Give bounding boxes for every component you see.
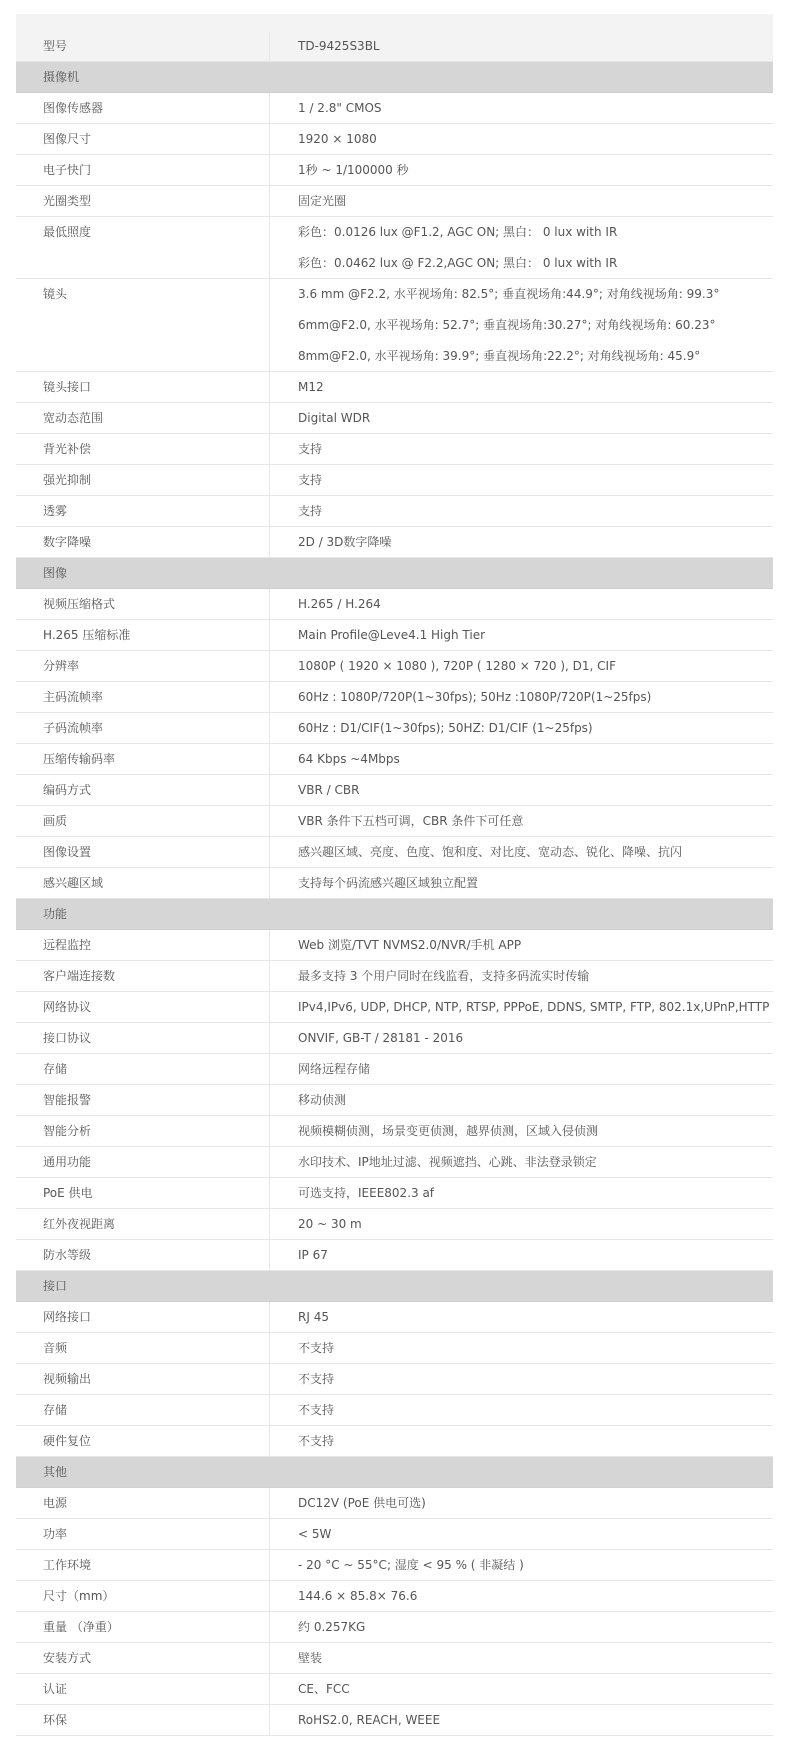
spec-value-cell <box>270 1674 773 1704</box>
section-header <box>16 1271 773 1302</box>
spec-row <box>16 434 773 465</box>
spec-value: 水印技术、IP地址过滤、视频遮挡、心跳、非法登录锁定 <box>298 1155 597 1169</box>
spec-value-cell <box>270 1395 773 1425</box>
spec-row <box>16 1054 773 1085</box>
spec-value-cell <box>270 682 773 712</box>
spec-value-cell <box>270 930 773 960</box>
spec-row <box>16 1364 773 1395</box>
spec-label: 防水等级 <box>16 1240 270 1270</box>
spec-label: 背光补偿 <box>16 434 270 464</box>
spec-label: 网络协议 <box>16 992 270 1022</box>
spec-value: 64 Kbps ~4Mbps <box>298 752 400 766</box>
spec-row <box>16 527 773 558</box>
spec-value-cell <box>270 620 773 650</box>
spec-value-cell <box>270 1364 773 1394</box>
spec-value-cell <box>270 1612 773 1642</box>
spec-value: 不支持 <box>298 1434 335 1448</box>
spec-row <box>16 1488 773 1519</box>
spec-value-cell <box>270 744 773 774</box>
model-value: TD-9425S3BL <box>298 39 380 53</box>
spec-label: 音频 <box>16 1333 270 1363</box>
spec-value: 壁装 <box>298 1651 323 1665</box>
spec-label: 压缩传输码率 <box>16 744 270 774</box>
spec-label: 镜头 <box>16 279 270 371</box>
spec-value-cell <box>270 372 773 402</box>
spec-value-cell <box>270 496 773 526</box>
spec-value: 60Hz : D1/CIF(1~30fps); 50HZ: D1/CIF (1~25fps) <box>298 721 593 735</box>
spec-row <box>16 1426 773 1457</box>
spec-row <box>16 1240 773 1271</box>
spec-label: 图像传感器 <box>16 93 270 123</box>
section-title: 功能 <box>43 907 68 921</box>
spec-value-cell <box>270 1023 773 1053</box>
spec-label: 工作环境 <box>16 1550 270 1580</box>
spec-label: 电子快门 <box>16 155 270 185</box>
spec-label: 图像设置 <box>16 837 270 867</box>
spec-value: H.265 / H.264 <box>298 597 381 611</box>
spec-value-cell <box>270 1116 773 1146</box>
section-header <box>16 899 773 930</box>
spec-value: 20 ~ 30 m <box>298 1217 362 1231</box>
spec-value: 彩色：0.0462 lux @ F2.2,AGC ON; 黑白： 0 lux with IR <box>298 256 618 270</box>
section-title: 接口 <box>43 1279 68 1293</box>
spec-row <box>16 1581 773 1612</box>
spec-row <box>16 713 773 744</box>
spec-value-cell <box>270 1209 773 1239</box>
spec-value-cell <box>270 124 773 154</box>
spec-label: 功率 <box>16 1519 270 1549</box>
spec-value: - 20 °C ~ 55°C; 湿度 < 95 % ( 非凝结 ) <box>298 1558 524 1572</box>
spec-value-cell <box>270 806 773 836</box>
spec-label: 视频压缩格式 <box>16 589 270 619</box>
spec-value: 6mm@F2.0, 水平视场角: 52.7°; 垂直视场角:30.27°; 对角线视场角: 60.23° <box>298 318 716 332</box>
spec-value-cell <box>270 1581 773 1611</box>
spec-value: IPv4,IPv6, UDP, DHCP, NTP, RTSP, PPPoE, DDNS, SMTP, FTP, 802.1x,UPnP,HTTP <box>298 1000 770 1014</box>
spec-row <box>16 1705 773 1736</box>
spec-label: 画质 <box>16 806 270 836</box>
spec-row <box>16 1085 773 1116</box>
spec-row <box>16 961 773 992</box>
spec-value-cell <box>270 775 773 805</box>
model-label: 型号 <box>16 31 270 61</box>
section-title: 图像 <box>43 566 68 580</box>
spec-row <box>16 279 773 372</box>
spec-value-cell <box>270 1147 773 1177</box>
spec-label: 镜头接口 <box>16 372 270 402</box>
spec-row <box>16 930 773 961</box>
spec-value: IP 67 <box>298 1248 328 1262</box>
spec-value: 8mm@F2.0, 水平视场角: 39.9°; 垂直视场角:22.2°; 对角线视场角: 45.9° <box>298 349 701 363</box>
spec-label: 数字降噪 <box>16 527 270 557</box>
spec-row <box>16 1116 773 1147</box>
spec-value: RJ 45 <box>298 1310 329 1324</box>
spec-value: 移动侦测 <box>298 1093 347 1107</box>
spec-label: 硬件复位 <box>16 1426 270 1456</box>
spec-value: VBR / CBR <box>298 783 360 797</box>
section-title: 摄像机 <box>43 70 80 84</box>
spec-row <box>16 1674 773 1705</box>
section-title: 其他 <box>43 1465 68 1479</box>
spec-row <box>16 868 773 899</box>
spec-label: 智能报警 <box>16 1085 270 1115</box>
spec-value-cell <box>270 1705 773 1735</box>
spec-value-cell <box>270 868 773 898</box>
spec-label: 重量 （净重） <box>16 1612 270 1642</box>
spec-label: 客户端连接数 <box>16 961 270 991</box>
spec-label: 主码流帧率 <box>16 682 270 712</box>
spec-row <box>16 186 773 217</box>
spec-label: 分辨率 <box>16 651 270 681</box>
spec-value-cell <box>270 465 773 495</box>
spec-label: 智能分析 <box>16 1116 270 1146</box>
spec-value-cell <box>270 403 773 433</box>
spec-value: 144.6 × 85.8× 76.6 <box>298 1589 418 1603</box>
spec-label: 网络接口 <box>16 1302 270 1332</box>
spec-value: 3.6 mm @F2.2, 水平视场角: 82.5°; 垂直视场角:44.9°; 对角线视场角: 99.3° <box>298 287 720 301</box>
spec-value: M12 <box>298 380 324 394</box>
spec-value: 60Hz : 1080P/720P(1~30fps); 50Hz :1080P/720P(1~25fps) <box>298 690 652 704</box>
spec-value-cell <box>270 155 773 185</box>
spec-value: CE、FCC <box>298 1682 350 1696</box>
spec-value: 网络远程存储 <box>298 1062 371 1076</box>
spec-value-cell <box>270 1054 773 1084</box>
spec-value-cell <box>270 713 773 743</box>
spec-value: Web 浏览/TVT NVMS2.0/NVR/手机 APP <box>298 938 522 952</box>
spec-value-cell <box>270 1178 773 1208</box>
spec-row <box>16 1612 773 1643</box>
spec-label: 存储 <box>16 1054 270 1084</box>
spec-label: 视频输出 <box>16 1364 270 1394</box>
spec-label: 存储 <box>16 1395 270 1425</box>
spec-row <box>16 1519 773 1550</box>
section-header <box>16 62 773 93</box>
spec-value: 彩色：0.0126 lux @F1.2, AGC ON; 黑白： 0 lux with IR <box>298 225 618 239</box>
spec-value: 固定光圈 <box>298 194 347 208</box>
spec-value: 支持每个码流感兴趣区域独立配置 <box>298 876 479 890</box>
spec-table <box>16 14 773 1736</box>
spec-value-cell <box>270 217 773 278</box>
spec-value: 可选支持，IEEE802.3 af <box>298 1186 435 1200</box>
spec-row <box>16 992 773 1023</box>
spec-value-cell <box>270 651 773 681</box>
spec-value: 支持 <box>298 504 323 518</box>
spec-row <box>16 682 773 713</box>
spec-value-cell <box>270 186 773 216</box>
spec-value: RoHS2.0, REACH, WEEE <box>298 1713 441 1727</box>
spec-row <box>16 1178 773 1209</box>
spec-value-cell <box>270 992 773 1022</box>
spec-row <box>16 124 773 155</box>
spec-value-cell <box>270 1240 773 1270</box>
spec-value: 不支持 <box>298 1403 335 1417</box>
spec-value: 1 / 2.8" CMOS <box>298 101 382 115</box>
section-header <box>16 1457 773 1488</box>
model-row <box>16 31 773 62</box>
spec-row <box>16 1147 773 1178</box>
spec-label: 电源 <box>16 1488 270 1518</box>
spec-value-cell <box>270 589 773 619</box>
spec-value: 1秒 ~ 1/100000 秒 <box>298 163 409 177</box>
section-header <box>16 558 773 589</box>
spec-value: VBR 条件下五档可调，CBR 条件下可任意 <box>298 814 524 828</box>
spec-label: 远程监控 <box>16 930 270 960</box>
spec-value-cell <box>270 961 773 991</box>
spec-value: 约 0.257KG <box>298 1620 366 1634</box>
spec-row <box>16 465 773 496</box>
spec-label: 光圈类型 <box>16 186 270 216</box>
spec-value: 支持 <box>298 442 323 456</box>
spec-row <box>16 1333 773 1364</box>
spec-value: DC12V (PoE 供电可选) <box>298 1496 426 1510</box>
spec-label: 安装方式 <box>16 1643 270 1673</box>
spec-label: 强光抑制 <box>16 465 270 495</box>
spec-label: 最低照度 <box>16 217 270 278</box>
spec-row <box>16 403 773 434</box>
spec-label: 感兴趣区域 <box>16 868 270 898</box>
spec-value: 视频模糊侦测，场景变更侦测，越界侦测，区域入侵侦测 <box>298 1124 599 1138</box>
spec-row <box>16 1209 773 1240</box>
spec-row <box>16 1302 773 1333</box>
spec-row <box>16 155 773 186</box>
spec-label: 宽动态范围 <box>16 403 270 433</box>
spec-value: 支持 <box>298 473 323 487</box>
spec-label: 通用功能 <box>16 1147 270 1177</box>
spec-row <box>16 620 773 651</box>
spec-label: H.265 压缩标准 <box>16 620 270 650</box>
spec-label: 编码方式 <box>16 775 270 805</box>
spec-row <box>16 806 773 837</box>
spec-label: 子码流帧率 <box>16 713 270 743</box>
spec-value-cell <box>270 1426 773 1456</box>
spec-value-cell <box>270 1643 773 1673</box>
spec-row <box>16 217 773 279</box>
spec-value-cell <box>270 1488 773 1518</box>
spec-label: PoE 供电 <box>16 1178 270 1208</box>
spec-value: 1080P ( 1920 × 1080 ), 720P ( 1280 × 720 ), D1, CIF <box>298 659 616 673</box>
spec-value-cell <box>270 1302 773 1332</box>
spec-row <box>16 837 773 868</box>
spec-value: 感兴趣区域、亮度、色度、饱和度、对比度、宽动态、锐化、降噪、抗闪 <box>298 845 683 859</box>
spec-value-cell <box>270 1550 773 1580</box>
spec-label: 图像尺寸 <box>16 124 270 154</box>
spec-row <box>16 589 773 620</box>
spec-row <box>16 496 773 527</box>
spec-value-cell <box>270 837 773 867</box>
spec-row <box>16 1395 773 1426</box>
spec-value: 1920 × 1080 <box>298 132 377 146</box>
spec-value: 不支持 <box>298 1372 335 1386</box>
spec-row <box>16 744 773 775</box>
spec-label: 红外夜视距离 <box>16 1209 270 1239</box>
spec-value: 最多支持 3 个用户同时在线监看，支持多码流实时传输 <box>298 969 590 983</box>
spec-value-cell <box>270 434 773 464</box>
spec-label: 接口协议 <box>16 1023 270 1053</box>
spec-value-cell <box>270 93 773 123</box>
spec-value-cell <box>270 527 773 557</box>
spec-label: 尺寸（mm） <box>16 1581 270 1611</box>
spec-value: ONVIF, GB-T / 28181 - 2016 <box>298 1031 464 1045</box>
spec-value: Main Profile@Leve4.1 High Tier <box>298 628 486 642</box>
spec-row <box>16 651 773 682</box>
spec-row <box>16 93 773 124</box>
spec-value-cell <box>270 1519 773 1549</box>
spec-row <box>16 1550 773 1581</box>
spec-row <box>16 372 773 403</box>
spec-value-cell <box>270 1085 773 1115</box>
spec-value: Digital WDR <box>298 411 371 425</box>
spec-value: < 5W <box>298 1527 332 1541</box>
spec-row <box>16 775 773 806</box>
spec-value: 不支持 <box>298 1341 335 1355</box>
spec-row <box>16 1643 773 1674</box>
spec-value-cell <box>270 279 773 371</box>
spec-label: 透雾 <box>16 496 270 526</box>
spec-value: 2D / 3D数字降噪 <box>298 535 392 549</box>
spec-label: 认证 <box>16 1674 270 1704</box>
spec-value-cell <box>270 1333 773 1363</box>
spec-row <box>16 1023 773 1054</box>
spec-label: 环保 <box>16 1705 270 1735</box>
